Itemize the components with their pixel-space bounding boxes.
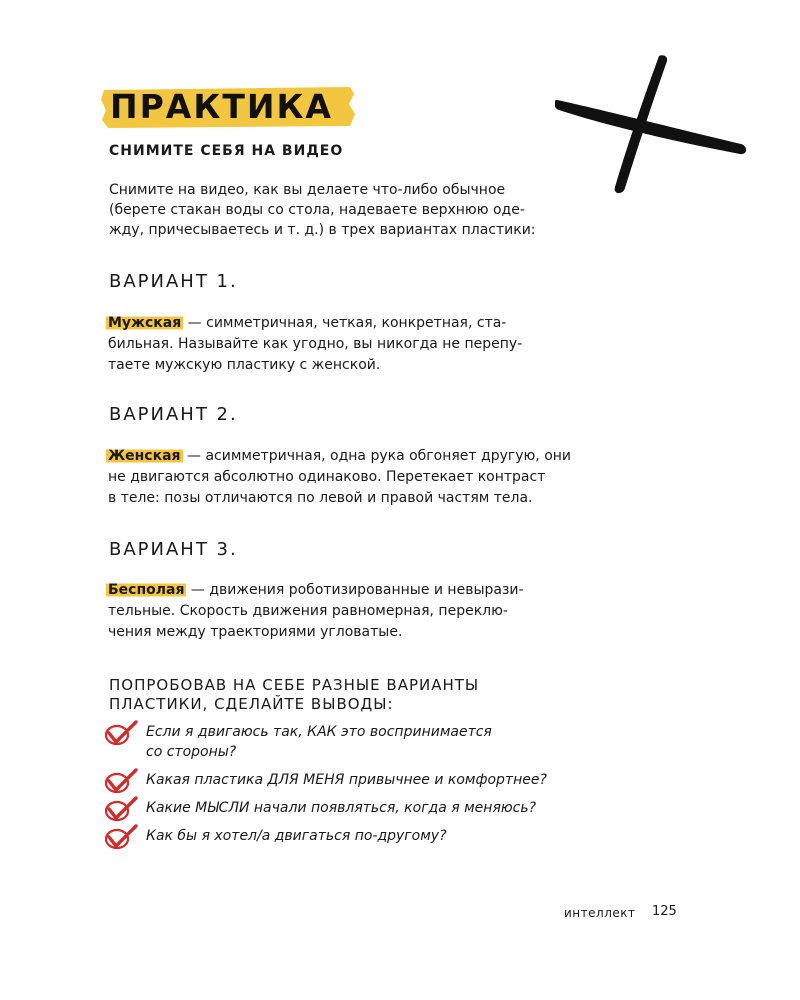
variant-3-line: — движения роботизированные и невырази-: [186, 582, 524, 598]
variant-3-text: [108, 580, 608, 643]
intro-line: (берете стакан воды со стола, надеваете верхнюю оде-: [109, 202, 525, 218]
variant-3-term: Бесполая: [108, 582, 185, 598]
variant-1-line: бильная. Называйте как угодно, вы никогда не перепу-: [108, 336, 523, 352]
check-mark-icon: [104, 720, 140, 748]
page-number: 125: [652, 904, 677, 919]
title-block: [100, 84, 358, 130]
variant-1-heading: ВАРИАНТ 1.: [109, 271, 238, 292]
variant-2-line: не двигаются абсолютно одинаково. Перетекает контраст: [108, 469, 546, 485]
brush-cross-icon: [555, 48, 755, 198]
section-subtitle: СНИМИТЕ СЕБЯ НА ВИДЕО: [109, 143, 344, 159]
variant-2-term: Женская: [108, 448, 181, 464]
variant-2-text: [108, 446, 608, 509]
check-mark-icon: [104, 768, 140, 796]
variant-1-term: Мужская: [108, 315, 182, 331]
variant-2-line: — асимметричная, одна рука обгоняет другую, они: [182, 448, 572, 464]
question-text: Как бы я хотел/а двигаться по-другому?: [146, 828, 447, 844]
variant-1-text: [108, 313, 608, 376]
variant-2-heading: ВАРИАНТ 2.: [109, 404, 238, 425]
footer-section-name: интеллект: [564, 906, 636, 920]
conclusion-heading-line: ПЛАСТИКИ, СДЕЛАЙТЕ ВЫВОДЫ:: [109, 695, 394, 713]
check-mark-icon: [104, 824, 140, 852]
variant-2-line: в теле: позы отличаются по левой и правой частям тела.: [108, 490, 533, 506]
question-text: Какие МЫСЛИ начали появляться, когда я меняюсь?: [146, 800, 537, 816]
conclusion-heading-line: ПОПРОБОВАВ НА СЕБЕ РАЗНЫЕ ВАРИАНТЫ: [109, 676, 480, 694]
question-text: Какая пластика ДЛЯ МЕНЯ привычнее и комфортнее?: [146, 772, 547, 788]
variant-3-line: тельные. Скорость движения равномерная, переклю-: [108, 603, 508, 619]
page-title: ПРАКТИКА: [110, 87, 333, 126]
intro-line: жду, причесываетесь и т. д.) в трех вариантах пластики:: [109, 222, 536, 238]
variant-3-line: чения между траекториями угловатые.: [108, 624, 403, 640]
conclusion-heading: [109, 676, 479, 714]
question-text: со стороны?: [146, 744, 237, 760]
intro-paragraph: [109, 180, 599, 240]
question-text: Если я двигаюсь так, КАК это воспринимается: [146, 724, 492, 740]
check-mark-icon: [104, 796, 140, 824]
intro-line: Снимите на видео, как вы делаете что-либо обычное: [109, 182, 506, 198]
variant-1-line: таете мужскую пластику с женской.: [108, 357, 381, 373]
variant-3-heading: ВАРИАНТ 3.: [109, 539, 238, 560]
variant-1-line: — симметричная, четкая, конкретная, ста-: [183, 315, 507, 331]
